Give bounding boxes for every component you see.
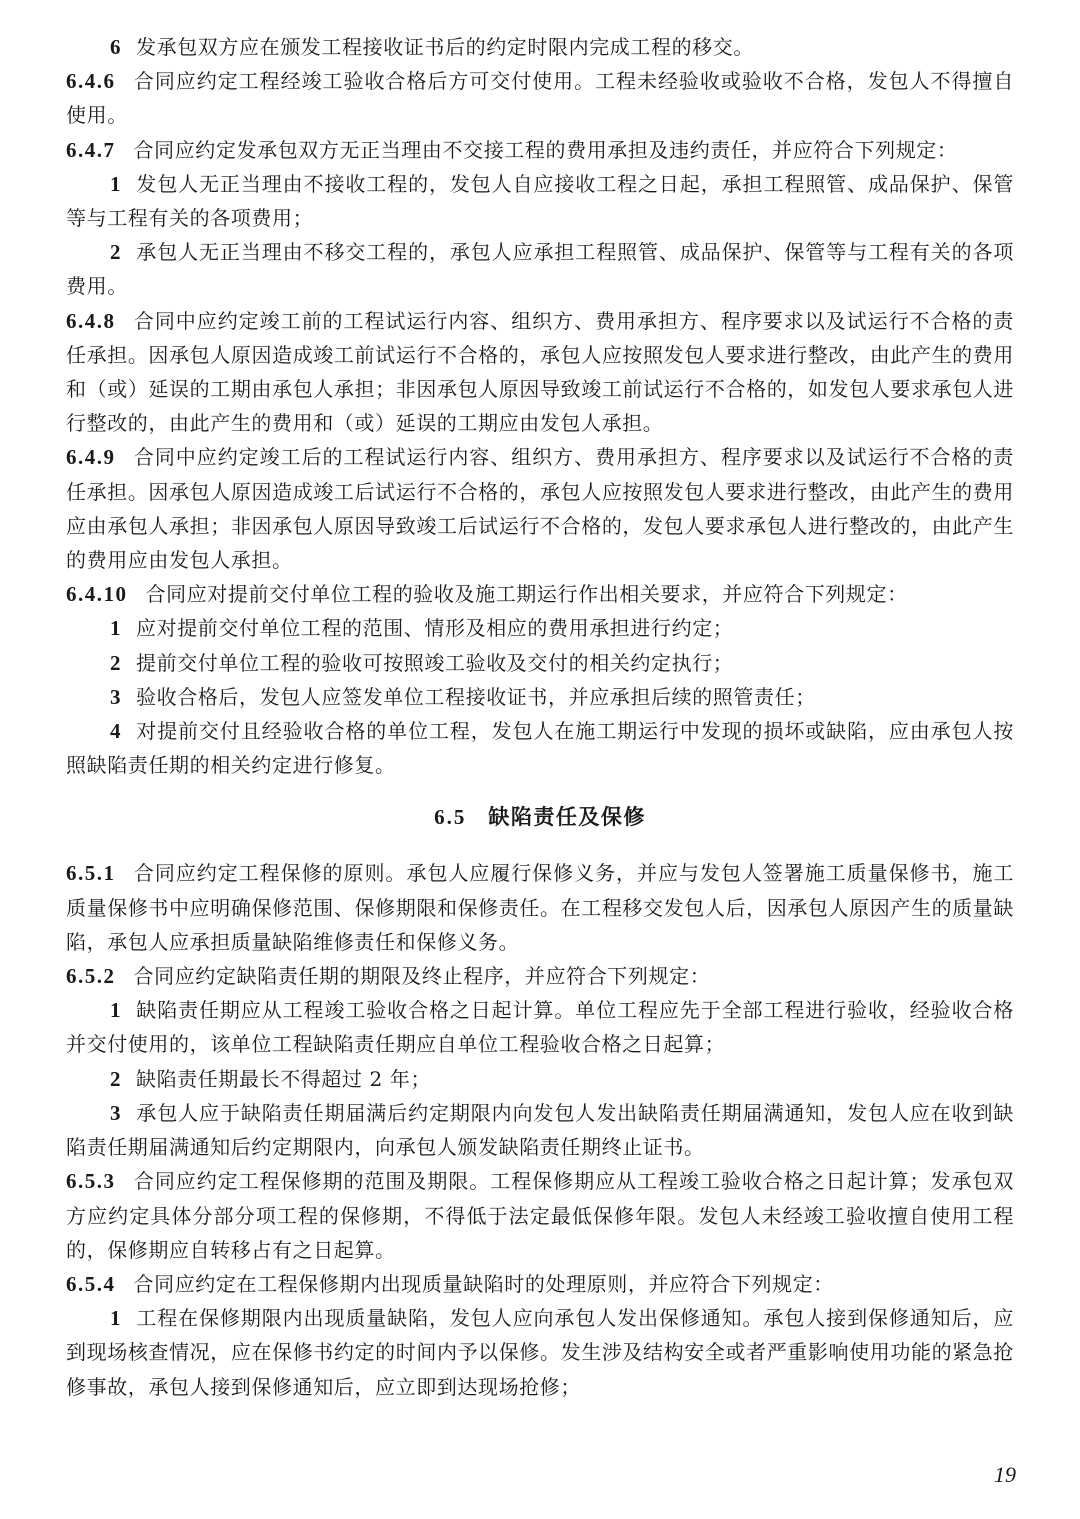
item-number: 1 <box>110 1306 122 1331</box>
item-number: 2 <box>110 650 122 675</box>
paragraph <box>66 959 1014 993</box>
clause-number: 6.5.4 <box>66 1271 116 1296</box>
paragraph <box>66 993 1014 1061</box>
paragraph <box>66 235 1014 303</box>
paragraph <box>66 680 1014 714</box>
paragraph-text: 提前交付单位工程的验收可按照竣工验收及交付的相关约定执行； <box>136 650 734 675</box>
paragraph-text: 验收合格后，发包人应签发单位工程接收证书，并应承担后续的照管责任； <box>136 684 816 709</box>
paragraph <box>66 1096 1014 1164</box>
paragraph <box>66 1062 1014 1096</box>
paragraph <box>66 133 1014 167</box>
paragraph <box>66 304 1014 441</box>
paragraph-text: 合同应约定发承包双方无正当理由不交接工程的费用承担及违约责任，并应符合下列规定： <box>133 137 958 162</box>
paragraph <box>66 577 1014 611</box>
paragraph <box>66 611 1014 645</box>
clause-number: 6.4.8 <box>66 308 116 333</box>
paragraph-text: 应对提前交付单位工程的范围、情形及相应的费用承担进行约定； <box>136 616 734 641</box>
paragraph-text: 承包人无正当理由不移交工程的，承包人应承担工程照管、成品保护、保管等与工程有关的各项费用。 <box>66 240 1014 299</box>
item-number: 3 <box>110 1100 122 1125</box>
document-page <box>66 30 1014 1404</box>
paragraph <box>66 714 1014 782</box>
clause-number: 6.4.6 <box>66 69 116 94</box>
paragraph-text: 承包人应于缺陷责任期届满后约定期限内向发包人发出缺陷责任期届满通知，发包人应在收到缺陷责任期届满通知后约定期限内，向承包人颁发缺陷责任期终止证书。 <box>66 1100 1014 1160</box>
item-number: 2 <box>110 1066 122 1091</box>
section-heading <box>66 800 1014 834</box>
paragraph-text: 缺陷责任期应从工程竣工验收合格之日起计算。单位工程应先于全部工程进行验收，经验收合格并交付使用的，该单位工程缺陷责任期应自单位工程验收合格之日起算； <box>66 998 1014 1057</box>
clause-number: 6.4.7 <box>66 137 116 162</box>
clause-number: 6.4.10 <box>66 582 128 607</box>
clause-number: 6.5.3 <box>66 1169 116 1194</box>
item-number: 6 <box>110 35 122 59</box>
paragraphs-top <box>66 30 1014 782</box>
paragraph-text: 工程在保修期限内出现质量缺陷，发包人应向承包人发出保修通知。承包人接到保修通知后，应到现场核查情况，应在保修书约定的时间内予以保修。发生涉及结构安全或者严重影响使用功能的紧急抢修事故，承包人接到保修通知后，应立即到达现场抢修； <box>66 1306 1014 1399</box>
paragraph <box>66 167 1014 235</box>
item-number: 2 <box>110 240 122 265</box>
paragraph-text: 发包人无正当理由不接收工程的，发包人自应接收工程之日起，承担工程照管、成品保护、保管等与工程有关的各项费用； <box>66 171 1014 231</box>
paragraph-text: 合同应约定工程保修期的范围及期限。工程保修期应从工程竣工验收合格之日起计算；发承包双方应约定具体分部分项工程的保修期，不得低于法定最低保修年限。发包人未经竣工验收擅自使用工程的，保修期应自转移占有之日起算。 <box>66 1169 1014 1262</box>
paragraph-text: 合同中应约定竣工前的工程试运行内容、组织方、费用承担方、程序要求以及试运行不合格的责任承担。因承包人原因造成竣工前试运行不合格的，承包人应按照发包人要求进行整改，由此产生的费用和（或）延误的工期由承包人承担；非因承包人原因导致竣工前试运行不合格的，如发包人要求承包人进行整改的，由此产生的费用和（或）延误的工期应由发包人承担。 <box>66 308 1014 436</box>
item-number: 4 <box>110 719 122 744</box>
paragraph-text: 发承包双方应在颁发工程接收证书后的约定时限内完成工程的移交。 <box>136 35 754 59</box>
paragraph-text: 合同应约定工程经竣工验收合格后方可交付使用。工程未经验收或验收不合格，发包人不得擅自使用。 <box>66 69 1014 128</box>
paragraph-text: 合同应约定缺陷责任期的期限及终止程序，并应符合下列规定： <box>133 964 711 989</box>
paragraph <box>66 64 1014 132</box>
paragraph <box>66 1164 1014 1267</box>
item-number: 1 <box>110 998 122 1023</box>
clause-number: 6.5.1 <box>66 861 116 886</box>
paragraph <box>66 856 1014 959</box>
paragraph-text: 合同应约定在工程保修期内出现质量缺陷时的处理原则，并应符合下列规定： <box>133 1271 834 1296</box>
item-number: 1 <box>110 171 122 196</box>
item-number: 3 <box>110 684 122 709</box>
section-number: 6.5 <box>434 805 467 830</box>
paragraph-text: 合同应约定工程保修的原则。承包人应履行保修义务，并应与发包人签署施工质量保修书，施工质量保修书中应明确保修范围、保修期限和保修责任。在工程移交发包人后，因承包人原因产生的质量缺陷，承包人应承担质量缺陷维修责任和保修义务。 <box>66 861 1014 954</box>
paragraph-text: 对提前交付且经验收合格的单位工程，发包人在施工期运行中发现的损坏或缺陷，应由承包人按照缺陷责任期的相关约定进行修复。 <box>66 719 1014 778</box>
clause-number: 6.5.2 <box>66 964 116 989</box>
item-number: 1 <box>110 616 122 641</box>
paragraph <box>66 646 1014 680</box>
paragraph-text: 合同应对提前交付单位工程的验收及施工期运行作出相关要求，并应符合下列规定： <box>145 582 908 607</box>
paragraphs-bottom <box>66 856 1014 1403</box>
paragraph <box>66 440 1014 577</box>
section-title-text: 缺陷责任及保修 <box>488 805 646 830</box>
clause-number: 6.4.9 <box>66 445 116 470</box>
paragraph-text: 缺陷责任期最长不得超过 2 年； <box>136 1066 432 1091</box>
paragraph <box>66 1267 1014 1301</box>
paragraph <box>66 1301 1014 1404</box>
paragraph-text: 合同中应约定竣工后的工程试运行内容、组织方、费用承担方、程序要求以及试运行不合格的责任承担。因承包人原因造成竣工后试运行不合格的，承包人应按照发包人要求进行整改，由此产生的费用应由承包人承担；非因承包人原因导致竣工后试运行不合格的，发包人要求承包人进行整改的，由此产生的费用应由发包人承担。 <box>66 445 1014 573</box>
page-number: 19 <box>994 1462 1016 1487</box>
paragraph <box>66 30 1014 64</box>
